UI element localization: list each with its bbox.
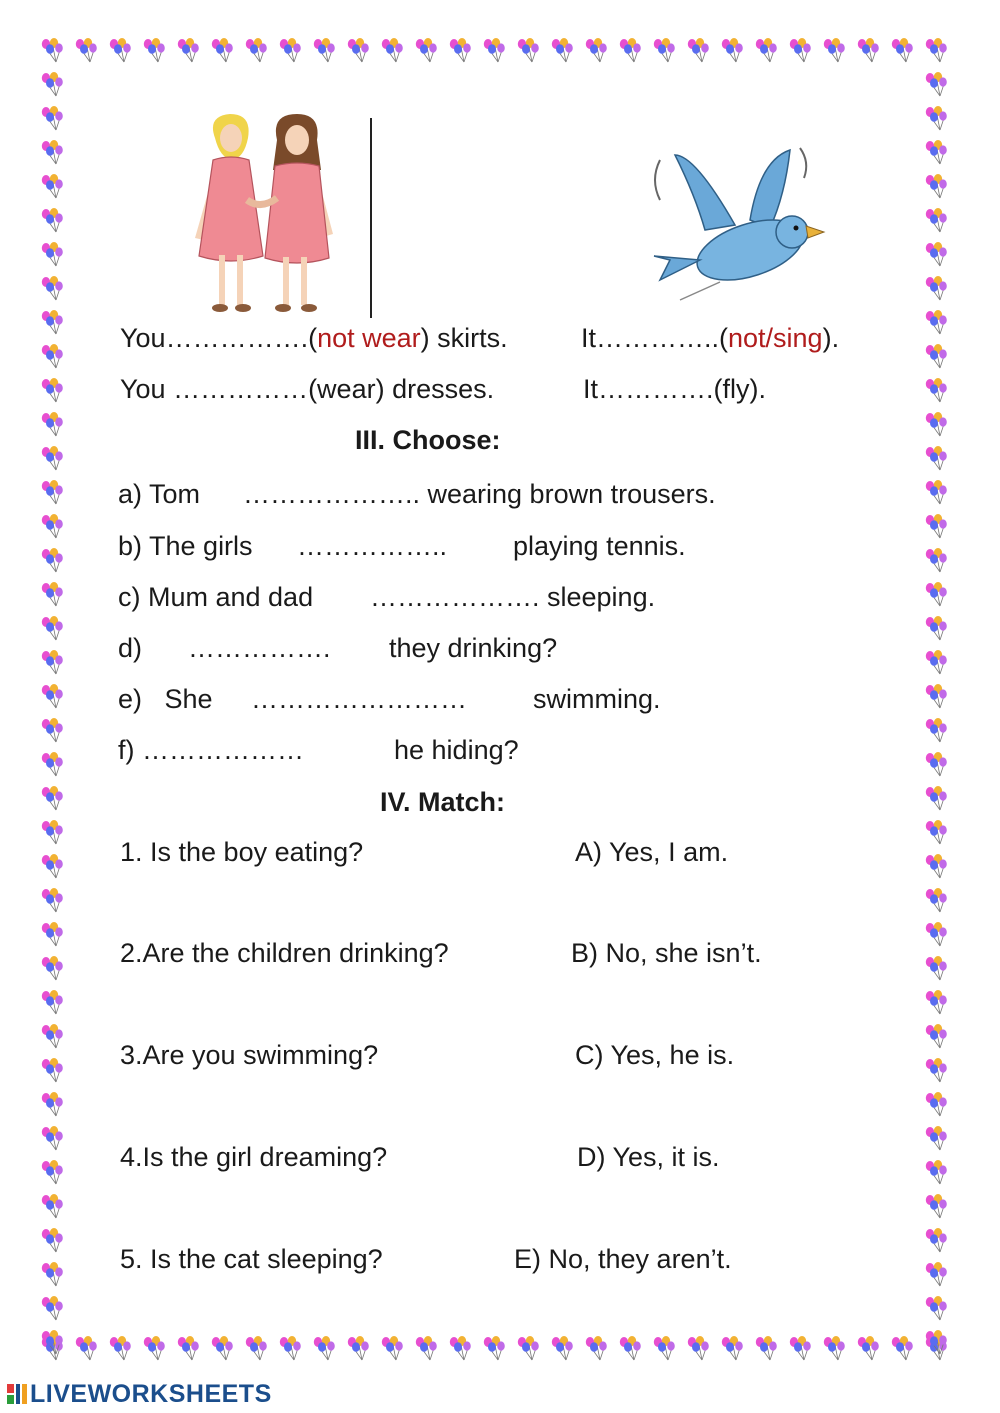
choose-item-b: b) The girls bbox=[118, 531, 253, 561]
balloon-icon bbox=[42, 582, 63, 606]
verb-hint-not-sing: not/sing bbox=[728, 323, 823, 353]
balloon-icon bbox=[42, 38, 63, 62]
balloon-icon bbox=[926, 582, 947, 606]
balloon-icon bbox=[790, 38, 811, 62]
balloon-icon bbox=[484, 38, 505, 62]
balloon-icon bbox=[586, 38, 607, 62]
balloon-icon bbox=[42, 446, 63, 470]
balloon-icon bbox=[280, 38, 301, 62]
match-question-2[interactable]: 2.Are the children drinking? bbox=[120, 938, 449, 968]
balloon-icon bbox=[926, 1296, 947, 1320]
balloon-icon bbox=[654, 38, 675, 62]
choose-item-d-tail: they drinking? bbox=[389, 633, 558, 663]
balloon-icon bbox=[926, 956, 947, 980]
balloon-icon bbox=[926, 684, 947, 708]
match-question-5[interactable]: 5. Is the cat sleeping? bbox=[120, 1244, 383, 1274]
balloon-icon bbox=[518, 1336, 539, 1360]
balloon-icon bbox=[110, 38, 131, 62]
balloon-icon bbox=[518, 38, 539, 62]
balloon-icon bbox=[926, 242, 947, 266]
choose-item-b-blank[interactable]: …………….. bbox=[297, 531, 448, 561]
balloon-icon bbox=[926, 888, 947, 912]
balloon-icon bbox=[42, 1262, 63, 1286]
sentence-wear-dresses: You ……………(wear) dresses. bbox=[120, 374, 495, 404]
balloon-icon bbox=[42, 854, 63, 878]
balloon-icon bbox=[348, 38, 369, 62]
balloon-icon bbox=[42, 1194, 63, 1218]
match-answer-e[interactable]: E) No, they aren’t. bbox=[514, 1244, 732, 1274]
balloon-icon bbox=[722, 38, 743, 62]
balloon-icon bbox=[926, 548, 947, 572]
choose-item-f-tail: he hiding? bbox=[394, 735, 519, 765]
balloon-icon bbox=[42, 990, 63, 1014]
balloon-icon bbox=[212, 38, 233, 62]
balloon-icon bbox=[42, 1126, 63, 1150]
balloon-icon bbox=[76, 1336, 97, 1360]
sentence-not-wear-skirts: You…………….(not wear) skirts. bbox=[120, 323, 508, 353]
choose-item-e: e) She bbox=[118, 684, 213, 714]
balloon-icon bbox=[858, 38, 879, 62]
match-question-1[interactable]: 1. Is the boy eating? bbox=[120, 837, 364, 867]
balloon-icon bbox=[926, 72, 947, 96]
balloon-icon bbox=[926, 310, 947, 334]
balloon-icon bbox=[348, 1336, 369, 1360]
choose-item-f[interactable]: f) ……………… bbox=[118, 735, 304, 765]
balloon-icon bbox=[42, 616, 63, 640]
balloon-icon bbox=[926, 1058, 947, 1082]
balloon-icon bbox=[42, 1228, 63, 1252]
choose-item-a: a) Tom bbox=[118, 479, 201, 509]
balloon-icon bbox=[382, 38, 403, 62]
balloon-icon bbox=[926, 990, 947, 1014]
balloon-icon bbox=[926, 922, 947, 946]
balloon-icon bbox=[144, 1336, 165, 1360]
match-question-4[interactable]: 4.Is the girl dreaming? bbox=[120, 1142, 388, 1172]
choose-item-d-blank[interactable]: ……………. bbox=[188, 633, 331, 663]
balloon-icon bbox=[42, 208, 63, 232]
balloon-icon bbox=[892, 1336, 913, 1360]
choose-item-c: c) Mum and dad bbox=[118, 582, 314, 612]
balloon-icon bbox=[246, 38, 267, 62]
balloon-icon bbox=[824, 38, 845, 62]
balloon-icon bbox=[926, 1194, 947, 1218]
balloon-icon bbox=[42, 140, 63, 164]
balloon-icon bbox=[42, 922, 63, 946]
match-answer-b[interactable]: B) No, she isn’t. bbox=[571, 938, 762, 968]
balloon-icon bbox=[620, 1336, 641, 1360]
balloon-icon bbox=[926, 1092, 947, 1116]
balloon-icon bbox=[926, 378, 947, 402]
balloon-icon bbox=[926, 140, 947, 164]
balloon-icon bbox=[926, 446, 947, 470]
balloon-icon bbox=[42, 820, 63, 844]
balloon-icon bbox=[178, 1336, 199, 1360]
balloon-icon bbox=[42, 1160, 63, 1184]
balloon-icon bbox=[416, 38, 437, 62]
balloon-icon bbox=[42, 480, 63, 504]
balloon-icon bbox=[824, 1336, 845, 1360]
balloon-icon bbox=[756, 38, 777, 62]
balloon-icon bbox=[926, 718, 947, 742]
balloon-icon bbox=[688, 1336, 709, 1360]
balloon-icon bbox=[42, 174, 63, 198]
choose-item-d: d) bbox=[118, 633, 143, 663]
balloon-icon bbox=[42, 1296, 63, 1320]
balloon-icon bbox=[42, 718, 63, 742]
balloon-icon bbox=[110, 1336, 131, 1360]
balloon-icon bbox=[926, 208, 947, 232]
balloon-icon bbox=[926, 174, 947, 198]
balloon-icon bbox=[892, 38, 913, 62]
balloon-icon bbox=[552, 1336, 573, 1360]
balloon-icon bbox=[722, 1336, 743, 1360]
balloon-icon bbox=[926, 1126, 947, 1150]
balloon-icon bbox=[144, 38, 165, 62]
choose-item-c-blank[interactable]: ………………. sleeping. bbox=[370, 582, 656, 612]
balloon-icon bbox=[42, 412, 63, 436]
balloon-icon bbox=[926, 1228, 947, 1252]
balloon-icon bbox=[314, 38, 335, 62]
balloon-icon bbox=[42, 344, 63, 368]
balloon-icon bbox=[42, 276, 63, 300]
balloon-icon bbox=[620, 38, 641, 62]
match-answer-a[interactable]: A) Yes, I am. bbox=[575, 837, 729, 867]
flying-bird-illustration bbox=[640, 140, 830, 310]
sentence-not-sing: It…………..(not/sing). bbox=[581, 323, 840, 353]
sentence-fly: It………….(fly). bbox=[583, 374, 766, 404]
balloon-icon bbox=[314, 1336, 335, 1360]
choose-item-a-blank[interactable]: ……………….. wearing brown trousers. bbox=[243, 479, 716, 509]
balloon-icon bbox=[178, 38, 199, 62]
balloon-icon bbox=[926, 820, 947, 844]
match-answer-d[interactable]: D) Yes, it is. bbox=[577, 1142, 720, 1172]
balloon-icon bbox=[926, 38, 947, 62]
balloon-icon bbox=[926, 854, 947, 878]
illustration-divider bbox=[370, 118, 372, 318]
balloon-icon bbox=[42, 378, 63, 402]
balloon-icon bbox=[926, 344, 947, 368]
balloon-icon bbox=[246, 1336, 267, 1360]
balloon-icon bbox=[926, 514, 947, 538]
balloon-icon bbox=[42, 888, 63, 912]
balloon-icon bbox=[484, 1336, 505, 1360]
choose-item-e-blank[interactable]: …………………… bbox=[251, 684, 467, 714]
choose-item-e-tail: swimming. bbox=[533, 684, 661, 714]
balloon-icon bbox=[450, 1336, 471, 1360]
balloon-icon bbox=[926, 480, 947, 504]
balloon-icon bbox=[76, 38, 97, 62]
balloon-icon bbox=[42, 752, 63, 776]
brand-text: LIVEWORKSHEETS bbox=[30, 1379, 272, 1408]
balloon-icon bbox=[926, 106, 947, 130]
match-answer-c[interactable]: C) Yes, he is. bbox=[575, 1040, 735, 1070]
balloon-icon bbox=[42, 1058, 63, 1082]
balloon-icon bbox=[926, 786, 947, 810]
balloon-icon bbox=[212, 1336, 233, 1360]
balloon-icon bbox=[926, 276, 947, 300]
section-heading-choose: III. Choose: bbox=[355, 425, 501, 455]
balloon-icon bbox=[926, 650, 947, 674]
balloon-icon bbox=[858, 1336, 879, 1360]
balloon-icon bbox=[926, 752, 947, 776]
liveworksheets-footer bbox=[6, 1379, 272, 1409]
balloon-icon bbox=[382, 1336, 403, 1360]
balloon-icon bbox=[42, 956, 63, 980]
balloon-icon bbox=[42, 1092, 63, 1116]
balloon-icon bbox=[926, 1024, 947, 1048]
balloon-icon bbox=[42, 106, 63, 130]
balloon-icon bbox=[926, 1160, 947, 1184]
balloon-icon bbox=[42, 786, 63, 810]
balloon-icon bbox=[586, 1336, 607, 1360]
balloon-icon bbox=[42, 242, 63, 266]
balloon-icon bbox=[552, 38, 573, 62]
balloon-icon bbox=[42, 514, 63, 538]
balloon-icon bbox=[42, 548, 63, 572]
balloon-icon bbox=[42, 1024, 63, 1048]
balloon-icon bbox=[756, 1336, 777, 1360]
balloon-icon bbox=[654, 1336, 675, 1360]
balloon-icon bbox=[790, 1336, 811, 1360]
balloon-icon bbox=[926, 1262, 947, 1286]
match-question-3[interactable]: 3.Are you swimming? bbox=[120, 1040, 379, 1070]
balloon-icon bbox=[926, 412, 947, 436]
choose-item-b-tail: playing tennis. bbox=[513, 531, 686, 561]
balloon-icon bbox=[42, 72, 63, 96]
balloon-icon bbox=[42, 684, 63, 708]
balloon-icon bbox=[280, 1336, 301, 1360]
liveworksheets-logo-icon bbox=[6, 1382, 28, 1406]
balloon-icon bbox=[688, 38, 709, 62]
balloon-icon bbox=[42, 310, 63, 334]
verb-hint-not-wear: not wear bbox=[317, 323, 421, 353]
balloon-icon bbox=[42, 650, 63, 674]
balloon-icon bbox=[450, 38, 471, 62]
two-girls-illustration bbox=[185, 110, 355, 320]
balloon-icon bbox=[926, 616, 947, 640]
section-heading-match: IV. Match: bbox=[380, 787, 506, 817]
balloon-icon bbox=[416, 1336, 437, 1360]
